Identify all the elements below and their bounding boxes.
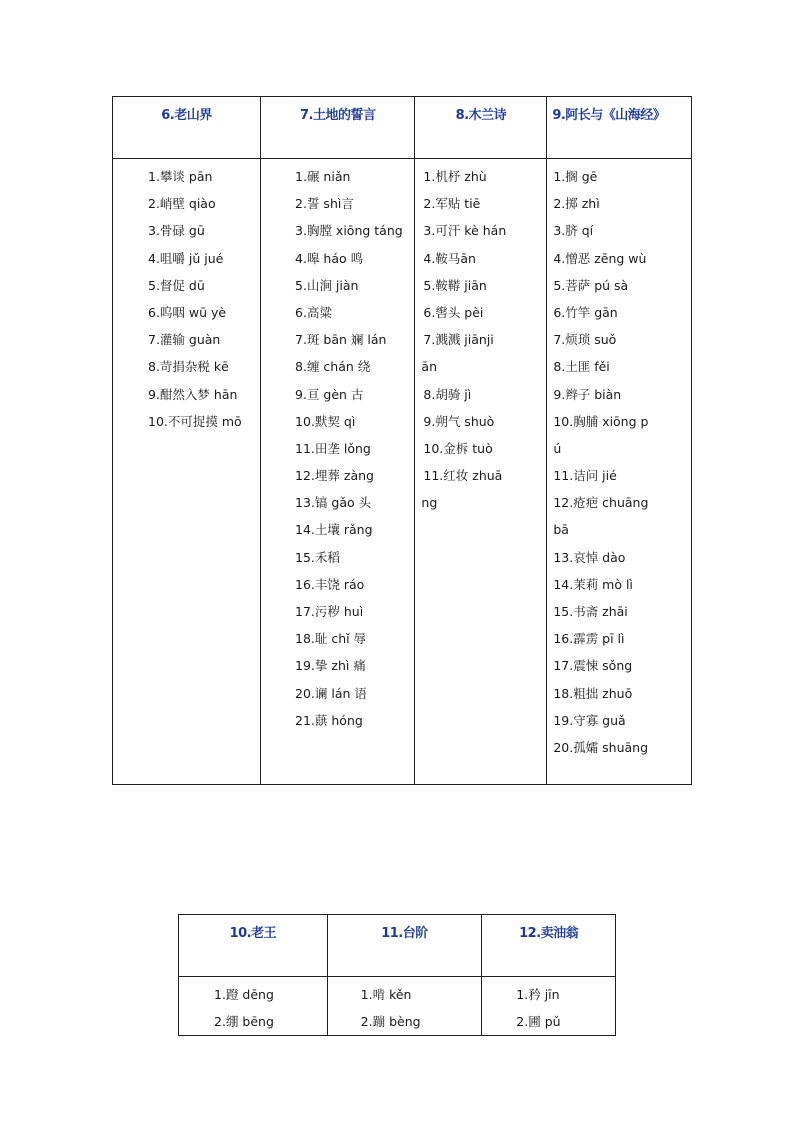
header-lesson-11: 11.台阶 (327, 915, 482, 977)
header-lesson-9: 9.阿长与《山海经》 (547, 97, 692, 159)
word-entry: 11.诘问 jié (553, 468, 617, 484)
word-entry: 16.丰饶 ráo (295, 576, 365, 592)
word-entry: ú (553, 440, 562, 456)
word-entry: 3.骨碌 gū (148, 223, 205, 239)
word-entry: 2.绷 bēng (214, 1014, 274, 1030)
word-entry: 2.蹦 bèng (360, 1014, 421, 1030)
word-entry: 19.挚 zhì 痛 (295, 658, 366, 674)
word-entry: 20.谰 lán 语 (295, 685, 367, 701)
header-lesson-12: 12.卖油翁 (482, 915, 616, 977)
word-entry: 2.誓 shì言 (295, 196, 354, 212)
lesson-7-words (261, 159, 415, 785)
lesson-12-words (482, 977, 616, 1036)
word-entry: 1.搁 gē (553, 169, 598, 184)
word-entry: 11.田垄 lǒng (295, 440, 371, 456)
word-entry: 12.埋葬 zàng (295, 468, 374, 484)
word-entry: 10.胸脯 xiōng p (553, 413, 649, 429)
vocab-table-1 (112, 96, 692, 785)
word-entry: 5.山涧 jiàn (295, 277, 359, 293)
word-entry: 18.粗拙 zhuō (553, 685, 633, 701)
word-entry: 6.呜咽 wū yè (148, 304, 227, 320)
word-entry: 18.耻 chǐ 辱 (295, 631, 367, 647)
word-entry: 16.霹雳 pī lì (553, 631, 625, 647)
word-entry: 2.掷 zhì (553, 196, 600, 212)
word-entry: 17.震悚 sǒng (553, 658, 633, 674)
word-entry: 19.守寡 guǎ (553, 712, 626, 728)
lesson-10-words (179, 977, 328, 1036)
word-entry: 5.督促 dū (148, 277, 205, 293)
word-entry: 10.不可捉摸 mō (148, 413, 242, 429)
word-entry: 1.机杼 zhù (423, 169, 487, 184)
word-entry: 13.哀悼 dào (553, 549, 626, 565)
word-entry: 8.缠 chán 绕 (295, 359, 371, 375)
word-entry: 15.禾稻 (295, 549, 340, 565)
word-entry: 5.菩萨 pú sà (553, 277, 629, 293)
word-entry: 3.胸膛 xiōng táng (295, 223, 403, 239)
word-entry: 9.辫子 biàn (553, 386, 622, 402)
header-lesson-7: 7.土地的誓言 (261, 97, 415, 159)
word-entry: 14.土壤 rǎng (295, 522, 373, 538)
word-entry: 2.军贴 tiē (423, 196, 481, 212)
word-entry: 13.镐 gǎo 头 (295, 495, 372, 511)
word-entry: 10.默契 qì (295, 413, 356, 429)
word-entry: 2.峭壁 qiào (148, 196, 216, 212)
word-entry: 12.疮疤 chuāng (553, 495, 649, 511)
word-entry: 7.灌输 guàn (148, 332, 221, 348)
word-entry: 15.书斋 zhāi (553, 604, 628, 619)
word-entry: 6.高粱 (295, 304, 332, 320)
word-entry: 1.啃 kěn (360, 987, 412, 1002)
word-entry: 20.孤孀 shuāng (553, 739, 649, 755)
word-entry: 17.污秽 huì (295, 604, 364, 619)
word-entry: 6.辔头 pèi (423, 304, 484, 320)
word-entry: 7.斑 bān 斓 lán (295, 332, 387, 348)
lesson-11-words (327, 977, 482, 1036)
word-entry: 5.鞍鞯 jiān (423, 277, 487, 293)
word-entry: 8.胡骑 jì (423, 386, 472, 402)
word-entry: 3.可汗 kè hán (423, 223, 507, 239)
word-entry: ng (421, 495, 438, 511)
word-entry: 8.苛捐杂税 kē (148, 359, 229, 375)
word-entry: 1.攀谈 pān (148, 169, 213, 184)
lesson-9-words (547, 159, 692, 785)
word-entry: 11.红妆 zhuā (423, 468, 503, 484)
word-entry: 4.嗥 háo 鸣 (295, 250, 364, 266)
word-entry: 7.烦琐 suǒ (553, 332, 617, 348)
word-entry: 1.蹬 dēng (214, 987, 274, 1002)
word-entry: 14.茉莉 mò lì (553, 576, 633, 592)
word-entry: ān (421, 359, 437, 375)
word-entry: 7.溅溅 jiānji (423, 332, 494, 348)
word-entry: 9.酣然入梦 hān (148, 386, 238, 402)
lesson-8-words (415, 159, 547, 785)
header-lesson-8: 8.木兰诗 (415, 97, 547, 159)
vocab-table-2 (178, 914, 616, 1036)
word-entry: 8.土匪 fěi (553, 359, 610, 375)
header-lesson-10: 10.老王 (179, 915, 328, 977)
word-entry: 1.碾 niǎn (295, 169, 351, 184)
word-entry: 2.圃 pǔ (516, 1014, 561, 1030)
word-entry: 1.矜 jīn (516, 987, 560, 1002)
word-entry: 4.憎恶 zēng wù (553, 250, 647, 266)
word-entry: 9.亘 gèn 古 (295, 386, 364, 402)
lesson-6-words (113, 159, 261, 785)
header-lesson-6: 6.老山界 (113, 97, 261, 159)
word-entry: 6.竹竿 gān (553, 304, 618, 320)
word-entry: 4.咀嚼 jǔ jué (148, 250, 224, 266)
word-entry: 3.脐 qí (553, 223, 594, 239)
word-entry: bā (553, 522, 569, 538)
word-entry: 9.朔气 shuò (423, 413, 495, 429)
word-entry: 10.金柝 tuò (423, 440, 493, 456)
word-entry: 4.鞍马ān (423, 250, 476, 266)
word-entry: 21.蕻 hóng (295, 712, 363, 728)
